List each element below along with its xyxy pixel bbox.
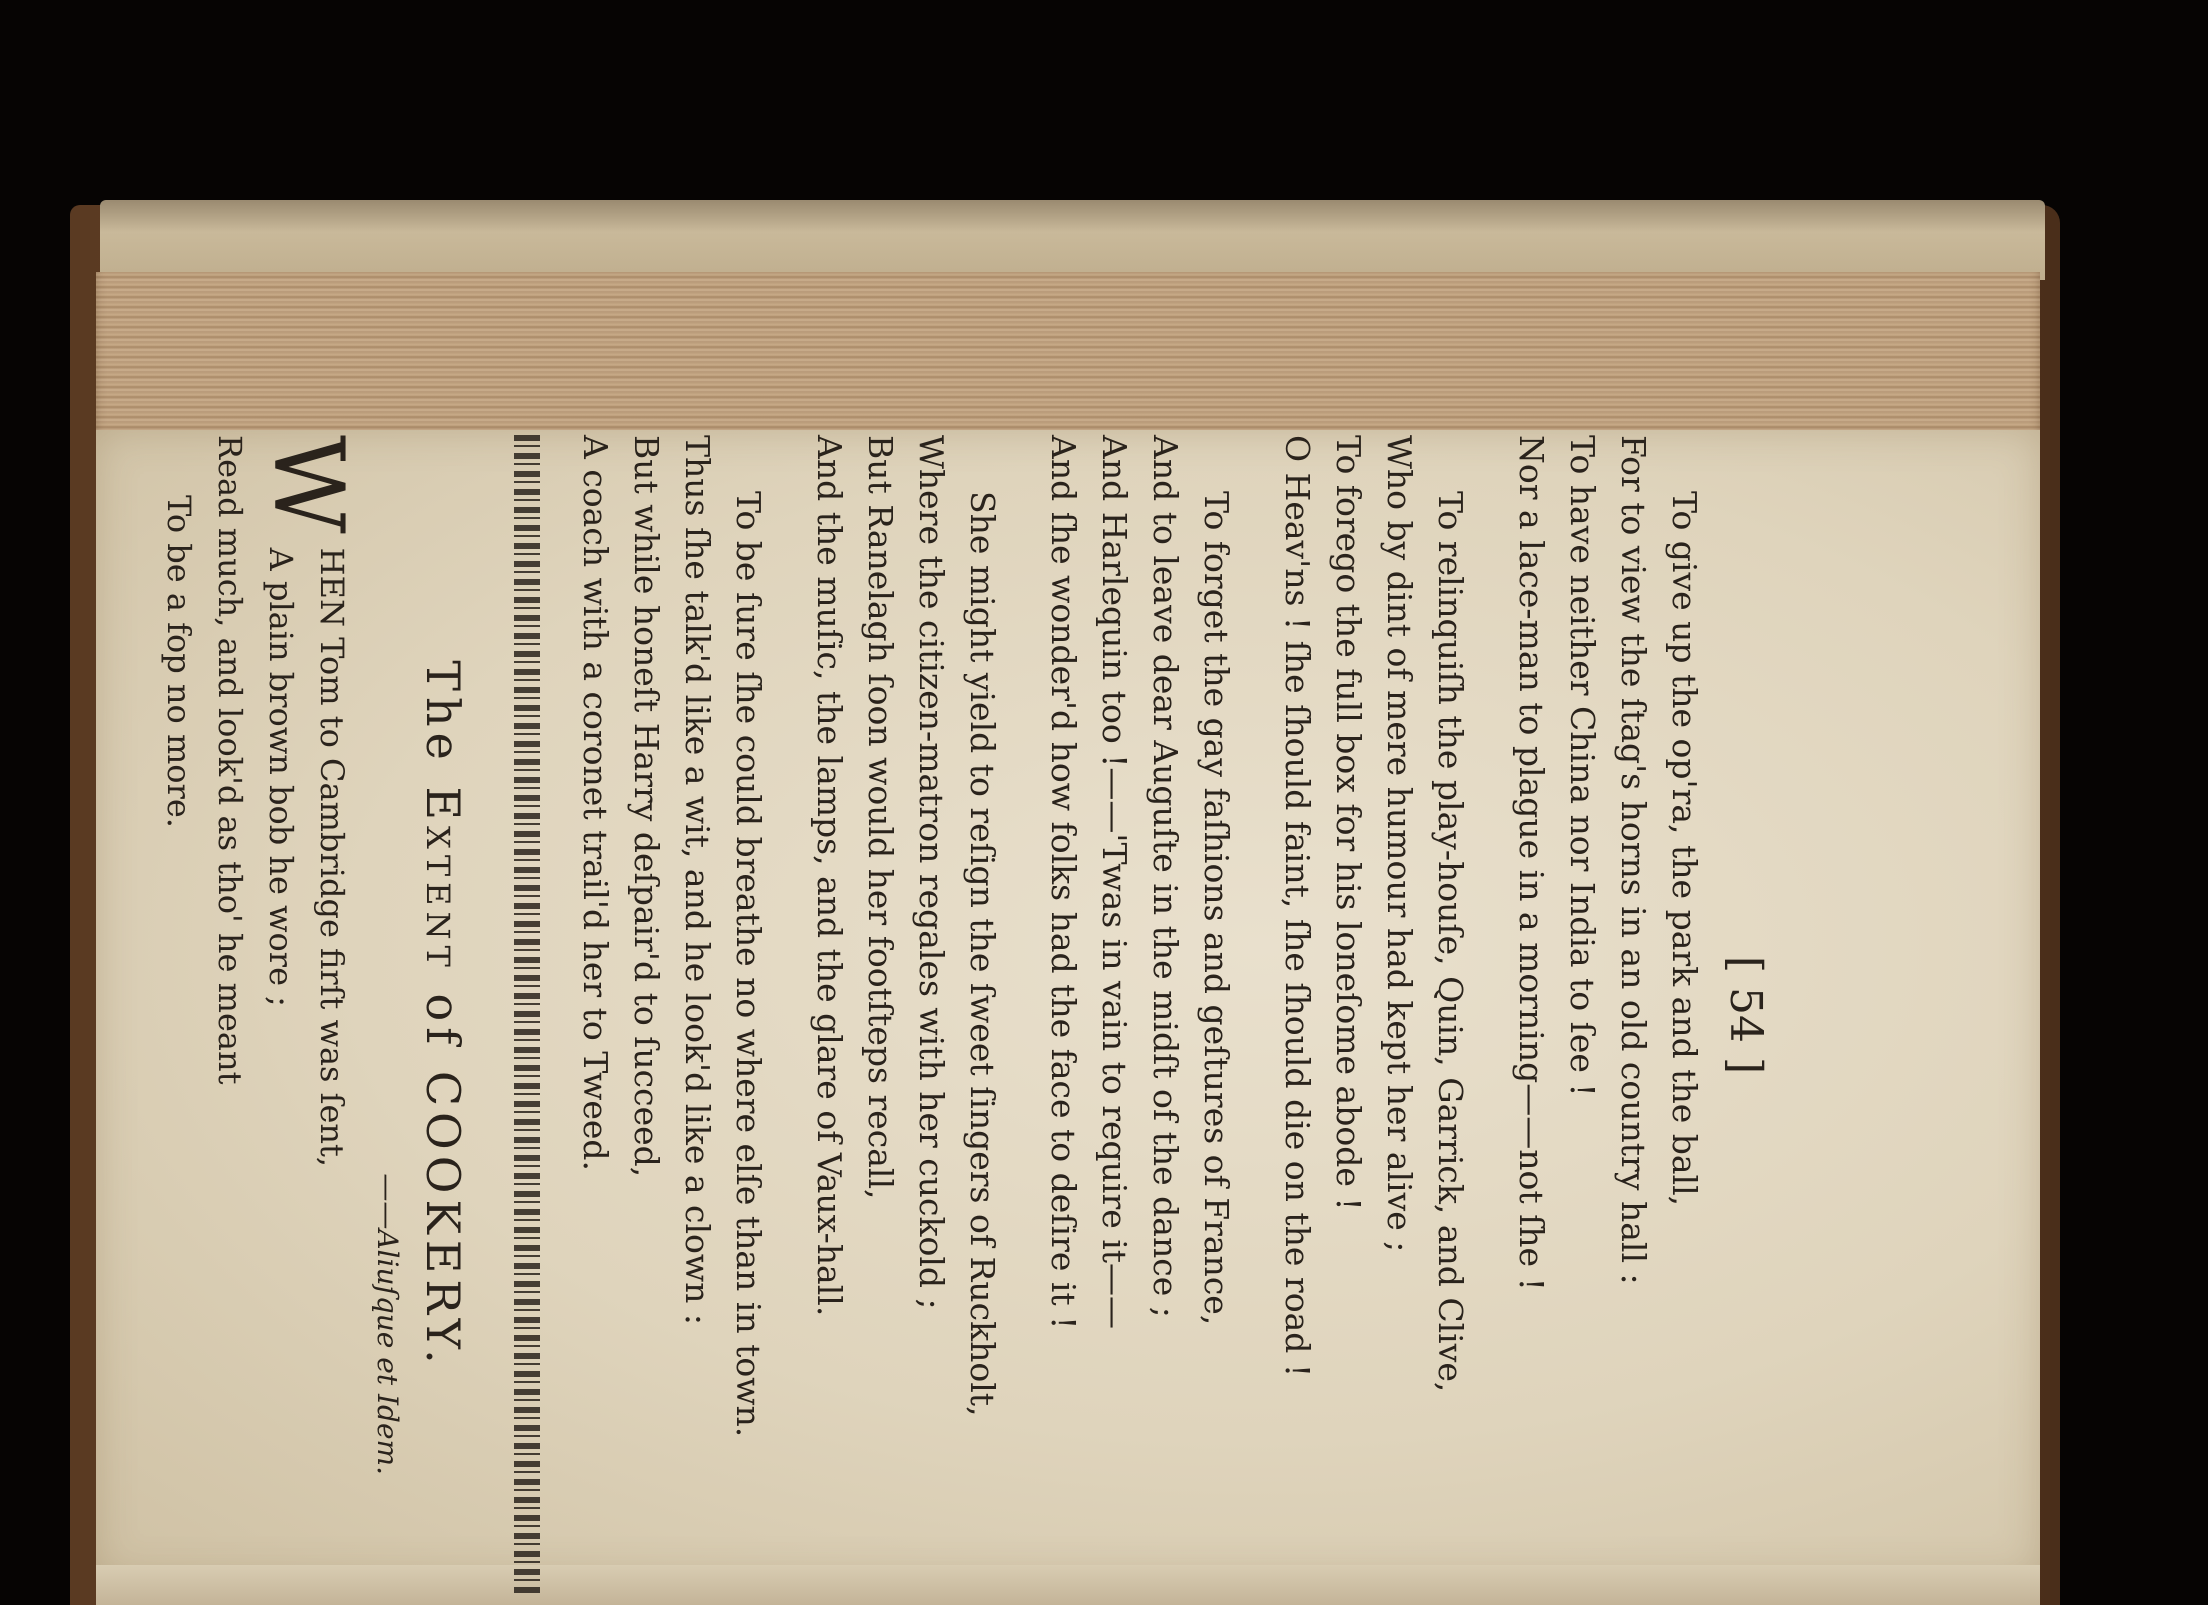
page-stack-edge [96,272,2040,442]
verse-line: For to view the ſtag's horns in an old country hall : [1614,435,1653,1285]
verse-line: Thus ſhe talk'd like a wit, and he look'd like a clown : [678,435,717,1326]
poem-title-cookery: COOKERY. [416,1070,470,1370]
book-top-edge [100,200,2045,280]
verse-line: To give up the op'ra, the park and the ball, [1665,491,1704,1207]
stanza-3 [1038,435,1242,1595]
stanza-1 [1506,435,1710,1595]
verse-line: And to leave dear Auguſte in the midſt of the dance ; [1146,435,1185,1318]
verse-line: To be ſure ſhe could breathe no where elſe than in town. [729,491,768,1438]
verse-line: And ſhe wonder'd how folks had the face to deſire it ! [1044,435,1083,1330]
verse-line: Where the citizen-matron regales with her cuckold ; [912,435,951,1310]
verse-line: A coach with a coronet trail'd her to Tweed. [576,435,615,1171]
stanza-5 [570,435,774,1595]
verse-line: To have neither China nor India to ſee ! [1563,435,1602,1097]
poem-title [416,435,470,1595]
verse-line: Read much, and look'd as tho' he meant [211,435,249,1085]
drop-cap: W [252,435,364,534]
poem-title-of: of [416,993,470,1051]
first-line-rest: HEN Tom to Cambridge firſt was ſent, [313,547,351,1168]
verse-line: Who by dint of mere humour had kept her alive ; [1380,435,1419,1253]
verse-line: To forego the full box for his loneſome abode ! [1329,435,1368,1211]
second-poem [153,435,364,1595]
verse-line: She might yield to reſign the ſweet ſingers of Ruckholt, [963,491,1002,1417]
verse-line: And Harlequin too !——'Twas in vain to require it—— [1095,435,1134,1330]
poem-title-extent: Extent [416,786,470,973]
ornamental-rule [514,435,540,1595]
poem-title-prefix: The [416,660,470,766]
verse-line: Nor a lace-man to plague in a morning——not ſhe ! [1512,435,1551,1291]
verse-line: To forget the gay faſhions and geſtures of France, [1197,491,1236,1326]
verse-line: And the muſic, the lamps, and the glare of Vaux-hall. [810,435,849,1317]
stanza-4 [804,435,1008,1595]
verse-line: To be a fop no more. [160,495,198,828]
verse-line: But Ranelagh ſoon would her footſteps recall, [861,435,900,1200]
poem-byline: ——Aliuſque et Idem. [371,1173,404,1475]
verse-line: To relinquiſh the play-houſe, Quin, Garrick, and Clive, [1431,491,1470,1393]
verse-line: A plain brown bob he wore ; [262,547,300,1007]
page-number: [ 54 ] [1720,955,1771,1075]
verse-line: O Heav'ns ! ſhe ſhould faint, ſhe ſhould die on the road ! [1278,435,1317,1378]
verse-line: But while honeſt Harry deſpair'd to ſucceed, [627,435,666,1178]
page-text [160,435,1780,1595]
stanza-2 [1272,435,1476,1595]
